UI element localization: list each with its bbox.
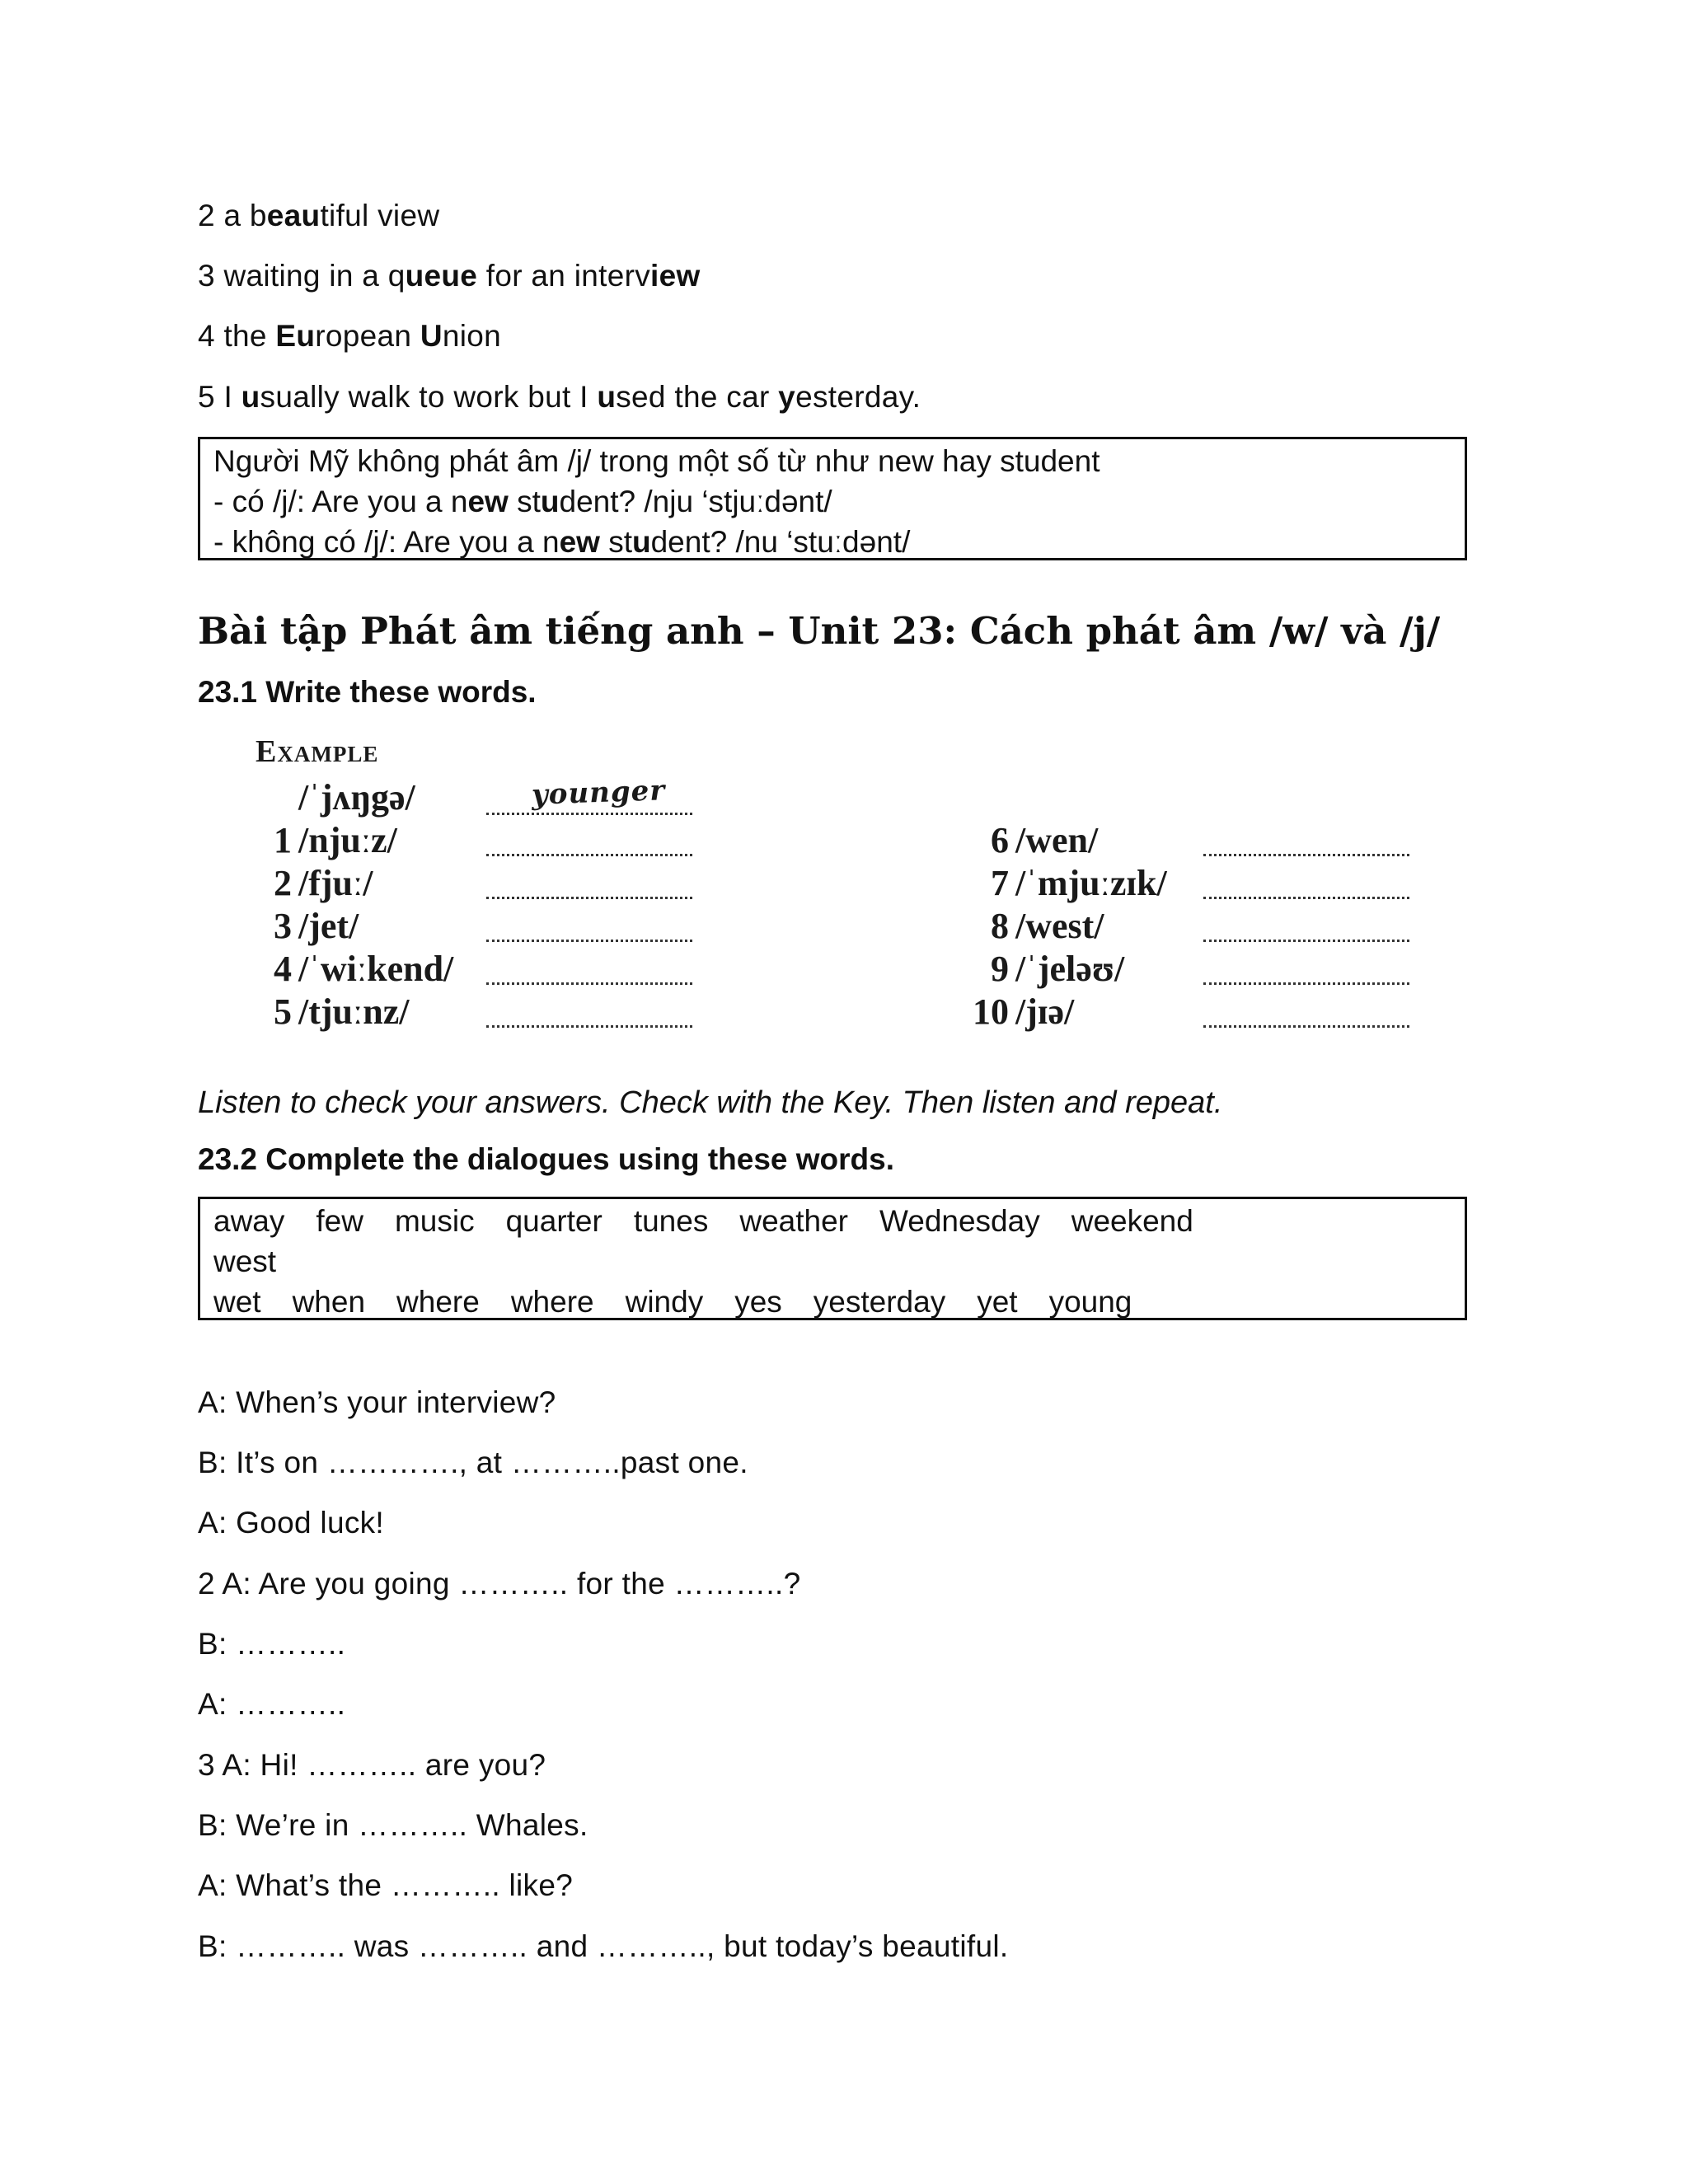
text-segment: esterday. bbox=[795, 380, 921, 414]
word-bank-word: west bbox=[213, 1244, 277, 1278]
text-segment: ropean bbox=[315, 319, 420, 353]
word-bank-word: weather bbox=[739, 1204, 848, 1238]
text-segment: Người Mỹ không phát âm /j/ trong một số từ như new hay student bbox=[213, 444, 1100, 478]
word-item-5: 5 /tjuːnz/ bbox=[274, 991, 410, 1032]
text-segment: dent? /nju ‘stjuːdənt/ bbox=[559, 485, 832, 518]
word-item-3: 3 /jet/ bbox=[274, 906, 359, 946]
answer-blank-9[interactable] bbox=[1203, 982, 1409, 985]
word-bank-word: windy bbox=[625, 1285, 704, 1319]
highlighted-letters: iew bbox=[650, 259, 701, 293]
highlighted-letters: y bbox=[778, 380, 796, 414]
example-label: Example bbox=[256, 734, 379, 769]
word-bank-word: yesterday bbox=[813, 1285, 946, 1319]
word-bank-word: where bbox=[396, 1285, 480, 1319]
note-row-1 bbox=[213, 441, 1451, 481]
text-segment: sed the car bbox=[616, 380, 779, 414]
highlighted-letters: u bbox=[540, 485, 560, 518]
answer-blank-1[interactable] bbox=[486, 854, 692, 856]
highlighted-letters: Eu bbox=[275, 319, 316, 353]
dialogue-line-8: B: We’re in ……….. Whales. bbox=[198, 1808, 588, 1842]
word-item-1: 1 /njuːz/ bbox=[274, 820, 397, 860]
word-bank-row-1 bbox=[213, 1201, 1451, 1241]
text-segment: dent? /nu ‘stuːdənt/ bbox=[650, 525, 911, 559]
word-bank-word: wet bbox=[213, 1285, 261, 1319]
unit-heading: Bài tập Phát âm tiếng anh – Unit 23: Cách phát âm /w/ và /j/ bbox=[198, 609, 1441, 653]
example-line-3 bbox=[198, 258, 701, 294]
answer-blank-6[interactable] bbox=[1203, 854, 1409, 856]
answer-blank-2[interactable] bbox=[486, 897, 692, 899]
note-row-2 bbox=[213, 481, 1451, 522]
word-bank-row-2 bbox=[213, 1241, 1451, 1282]
text-segment: 3 waiting in a q bbox=[198, 259, 406, 293]
dialogue-line-4: 2 A: Are you going ……….. for the ………..? bbox=[198, 1567, 801, 1601]
highlighted-letters: ueue bbox=[405, 259, 478, 293]
word-item-4: 4 /ˈwiːkend/ bbox=[274, 949, 454, 989]
example-line-4 bbox=[198, 318, 501, 354]
text-segment: - có /j/: Are you a n bbox=[213, 485, 468, 518]
text-segment: st bbox=[599, 525, 632, 559]
note-row-3 bbox=[213, 522, 1451, 562]
answer-blank-3[interactable] bbox=[486, 940, 692, 942]
word-bank-word: where bbox=[510, 1285, 594, 1319]
exercise-2-title: 23.2 Complete the dialogues using these words. bbox=[198, 1142, 895, 1176]
answer-blank-7[interactable] bbox=[1203, 897, 1409, 899]
word-bank-box bbox=[198, 1197, 1467, 1320]
word-bank-word: music bbox=[394, 1204, 475, 1238]
word-bank-word: young bbox=[1048, 1285, 1132, 1319]
word-bank-word: few bbox=[316, 1204, 363, 1238]
highlighted-letters: U bbox=[420, 319, 443, 353]
text-segment: tiful view bbox=[320, 199, 440, 232]
dialogue-line-2: B: It’s on …………., at ………..past one. bbox=[198, 1446, 748, 1479]
example-ipa-text: /ˈjʌŋgə/ bbox=[298, 777, 415, 818]
word-bank-word: away bbox=[213, 1204, 285, 1238]
word-bank-word: tunes bbox=[633, 1204, 709, 1238]
word-item-9: 9 /ˈjeləʊ/ bbox=[991, 949, 1125, 989]
text-segment: - không có /j/: Are you a n bbox=[213, 525, 560, 559]
dialogue-line-3: A: Good luck! bbox=[198, 1506, 385, 1540]
exercise-1-image bbox=[247, 733, 1434, 1047]
example-ipa bbox=[256, 776, 415, 819]
dialogue-line-10: B: ……….. was ……….. and ……….., but today’s beautiful. bbox=[198, 1929, 1009, 1963]
highlighted-letters: ew bbox=[467, 485, 509, 518]
word-bank-row-3 bbox=[213, 1282, 1451, 1322]
highlighted-letters: u bbox=[632, 525, 651, 559]
example-blank bbox=[486, 813, 692, 815]
word-bank-word: Wednesday bbox=[879, 1204, 1040, 1238]
text-segment: st bbox=[508, 485, 541, 518]
dialogue-line-7: 3 A: Hi! ……….. are you? bbox=[198, 1748, 546, 1782]
highlighted-letters: u bbox=[597, 380, 617, 414]
word-bank-word: yes bbox=[734, 1285, 782, 1319]
word-item-10: 10 /jɪə/ bbox=[973, 991, 1075, 1032]
highlighted-letters: u bbox=[241, 380, 260, 414]
dialogue-line-6: A: ……….. bbox=[198, 1687, 346, 1721]
text-segment: sually walk to work but I bbox=[260, 380, 598, 414]
dialogue-line-9: A: What’s the ……….. like? bbox=[198, 1868, 574, 1902]
word-item-7: 7 /ˈmjuːzɪk/ bbox=[991, 863, 1167, 903]
exercise-1-title: 23.1 Write these words. bbox=[198, 675, 537, 709]
word-bank-word: when bbox=[292, 1285, 366, 1319]
highlighted-letters: ew bbox=[559, 525, 600, 559]
listening-instruction: Listen to check your answers. Check with the Key. Then listen and repeat. bbox=[198, 1085, 1223, 1120]
word-item-8: 8 /west/ bbox=[991, 906, 1104, 946]
word-bank-word: yet bbox=[977, 1285, 1018, 1319]
dialogue-line-5: B: ……….. bbox=[198, 1627, 346, 1661]
text-segment: 4 the bbox=[198, 319, 276, 353]
word-bank-word: quarter bbox=[505, 1204, 603, 1238]
answer-blank-4[interactable] bbox=[486, 982, 692, 985]
example-line-5 bbox=[198, 379, 921, 415]
answer-blank-8[interactable] bbox=[1203, 940, 1409, 942]
word-bank-word: weekend bbox=[1071, 1204, 1193, 1238]
example-line-2 bbox=[198, 198, 439, 234]
text-segment: 2 a b bbox=[198, 199, 267, 232]
example-answer: younger bbox=[531, 774, 666, 812]
highlighted-letters: eau bbox=[266, 199, 321, 232]
pronunciation-note-box bbox=[198, 437, 1467, 560]
text-segment: 5 I bbox=[198, 380, 241, 414]
dialogue-line-1: A: When’s your interview? bbox=[198, 1385, 556, 1419]
word-item-6: 6 /wen/ bbox=[991, 820, 1099, 860]
text-segment: nion bbox=[442, 319, 502, 353]
answer-blank-10[interactable] bbox=[1203, 1025, 1409, 1028]
answer-blank-5[interactable] bbox=[486, 1025, 692, 1028]
word-item-2: 2 /fjuː/ bbox=[274, 863, 373, 903]
text-segment: for an interv bbox=[477, 259, 651, 293]
